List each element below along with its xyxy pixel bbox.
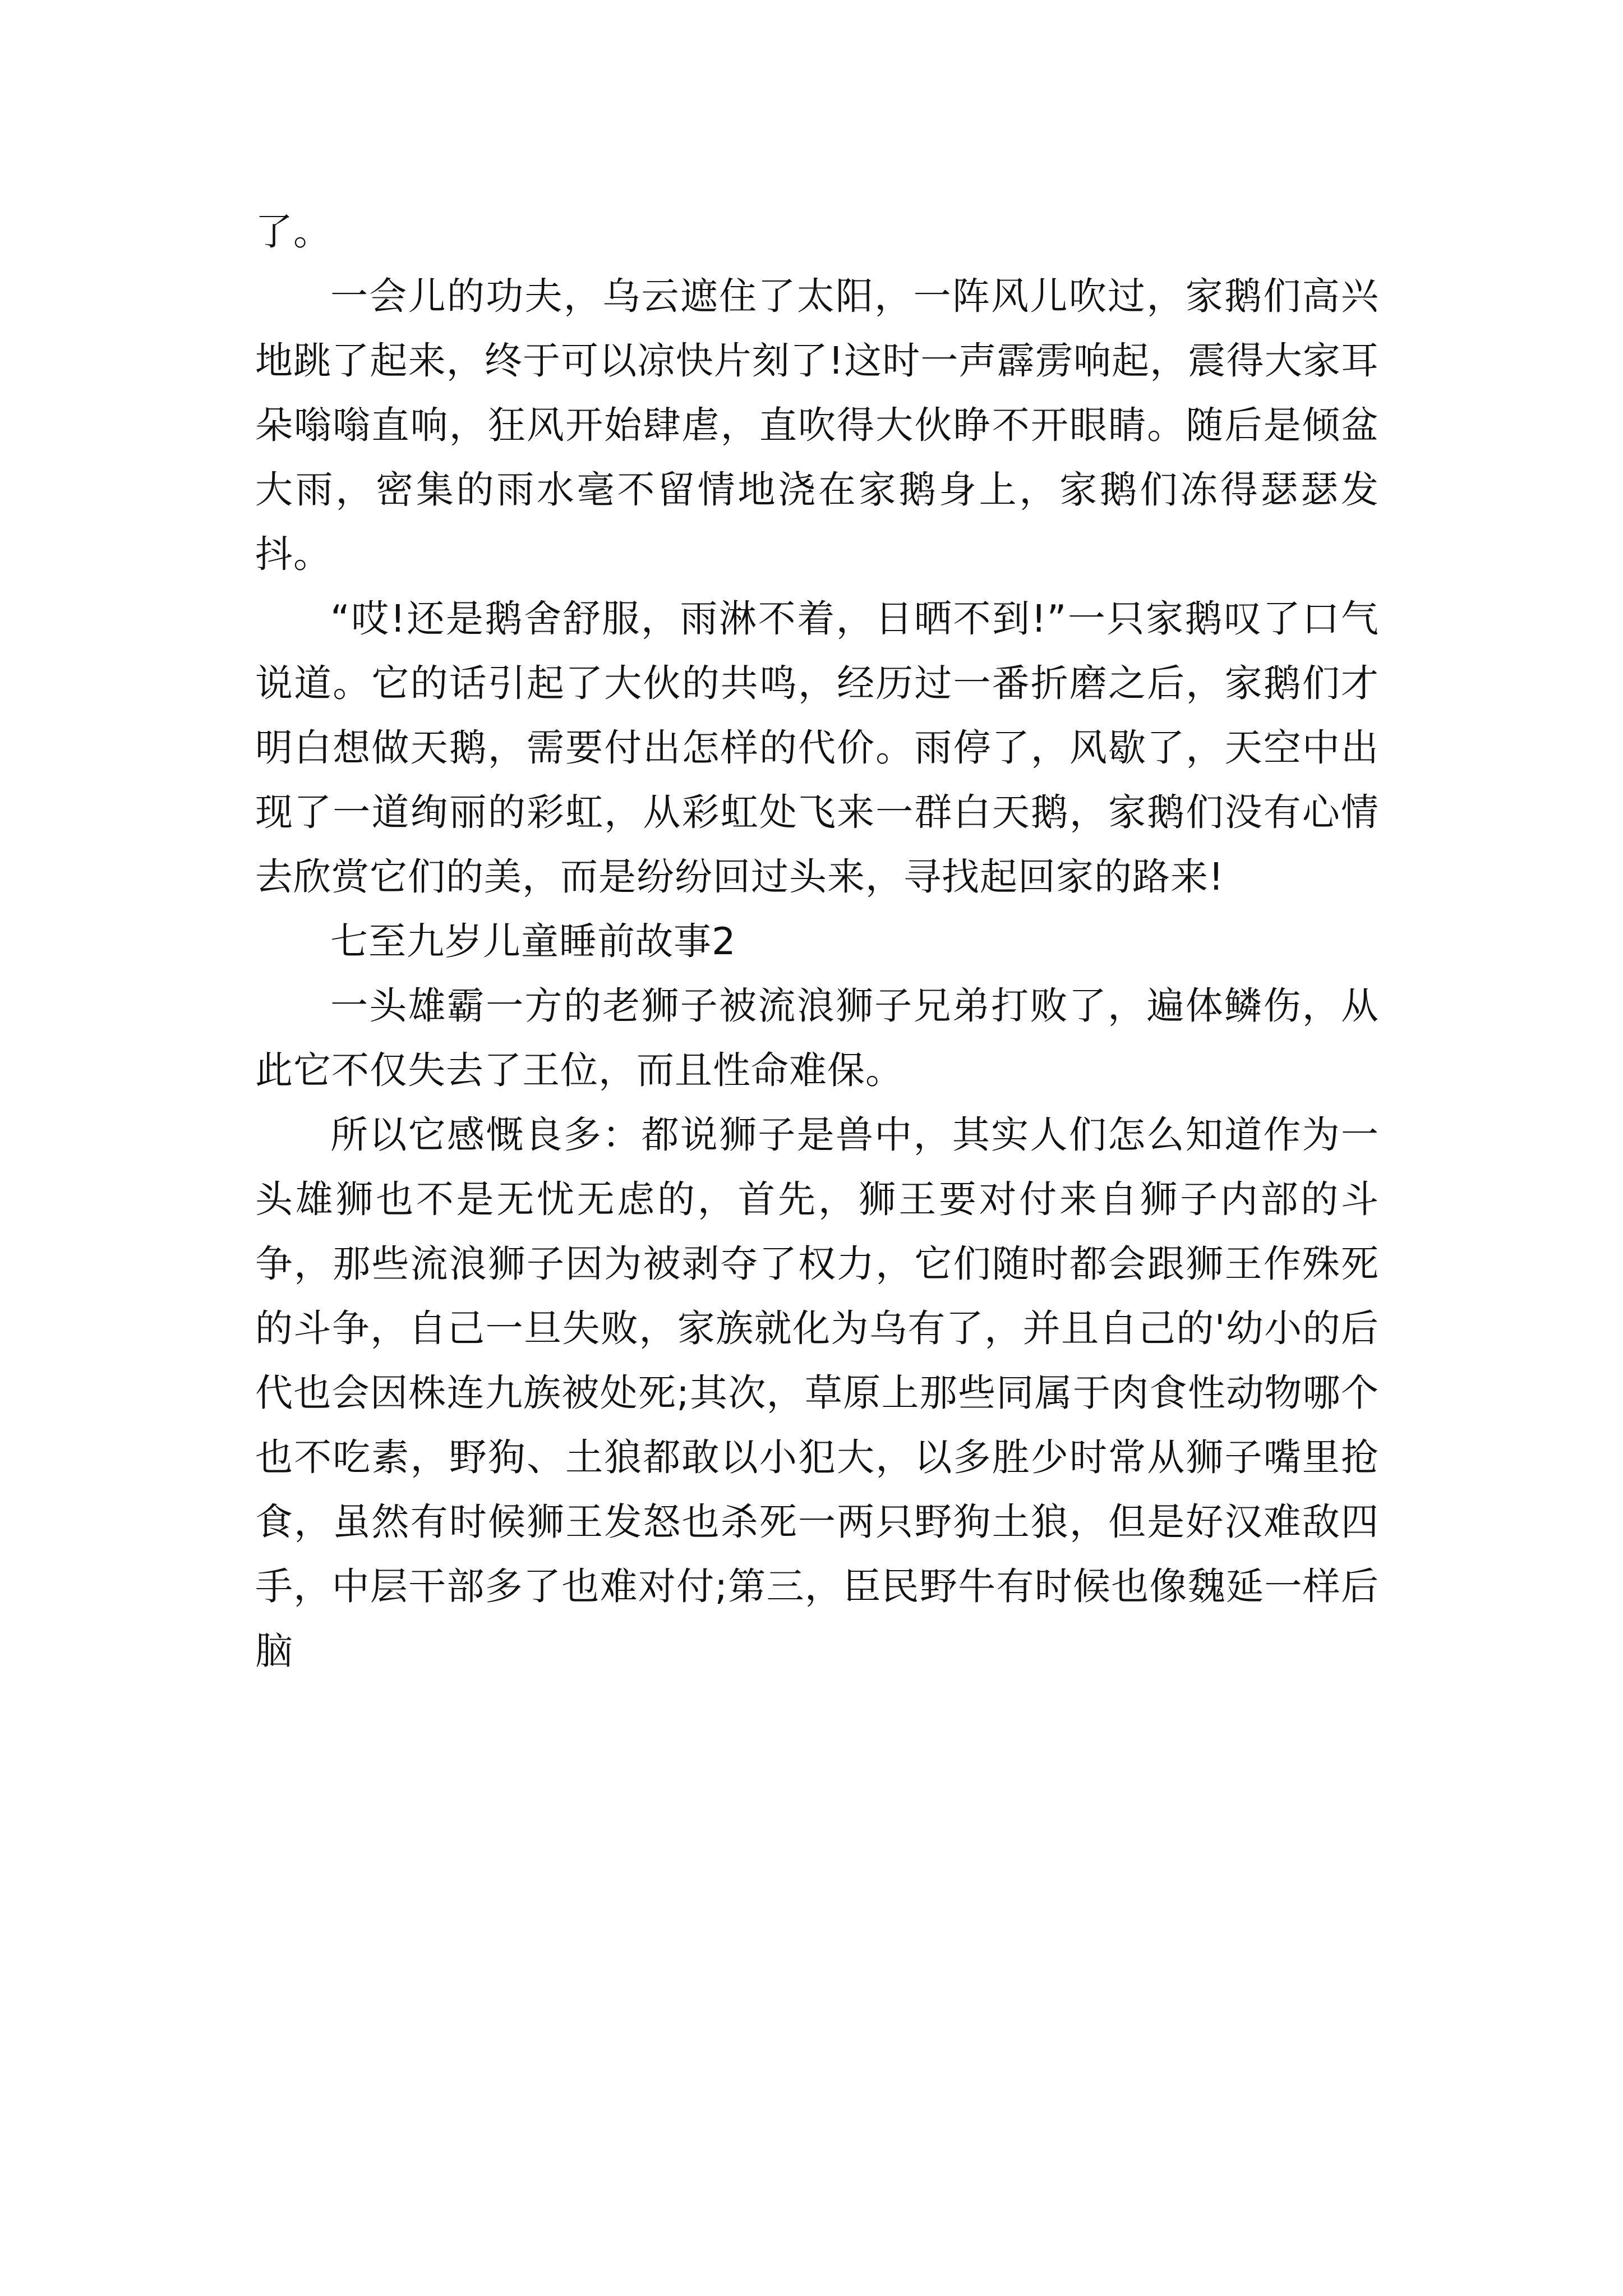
story-text — [255, 200, 1379, 1683]
paragraph-continuation: 了。 — [255, 210, 331, 254]
paragraph-return-home: “哎!还是鹅舍舒服，雨淋不着，日晒不到!”一只家鹅叹了口气说道。它的话引起了大伙的共鸣，经历过一番折磨之后，家鹅们才明白想做天鹅，需要付出怎样的代价。雨停了，风歇了，天空中出现了一道绚丽的彩虹，从彩虹处飞来一群白天鹅，家鹅们没有心情去欣赏它们的美，而是纷纷回过头来，寻找起回家的路来! — [255, 597, 1379, 899]
paragraph-storm: 一会儿的功夫，乌云遮住了太阳，一阵风儿吹过，家鹅们高兴地跳了起来，终于可以凉快片刻了!这时一声霹雳响起，震得大家耳朵嗡嗡直响，狂风开始肆虐，直吹得大伙睁不开眼睛。随后是倾盆大雨，密集的雨水毫不留情地浇在家鹅身上，家鹅们冻得瑟瑟发抖。 — [255, 274, 1379, 576]
paragraph-lion-reflection: 所以它感慨良多：都说狮子是兽中，其实人们怎么知道作为一头雄狮也不是无忧无虑的，首先，狮王要对付来自狮子内部的斗争，那些流浪狮子因为被剥夺了权力，它们随时都会跟狮王作殊死的斗争，自己一旦失败，家族就化为乌有了，并且自己的'幼小的后代也会因株连九族被处死;其次，草原上那些同属于肉食性动物哪个也不吃素，野狗、土狼都敢以小犯大，以多胜少时常从狮子嘴里抢食，虽然有时候狮王发怒也杀死一两只野狗土狼，但是好汉难敌四手，中层干部多了也难对付;第三，臣民野牛有时候也像魏延一样后脑 — [255, 1113, 1379, 1673]
story-heading: 七至九岁儿童睡前故事2 — [330, 919, 736, 963]
paragraph-lion-defeated: 一头雄霸一方的老狮子被流浪狮子兄弟打败了，遍体鳞伤，从此它不仅失去了王位，而且性命难保。 — [255, 984, 1379, 1092]
